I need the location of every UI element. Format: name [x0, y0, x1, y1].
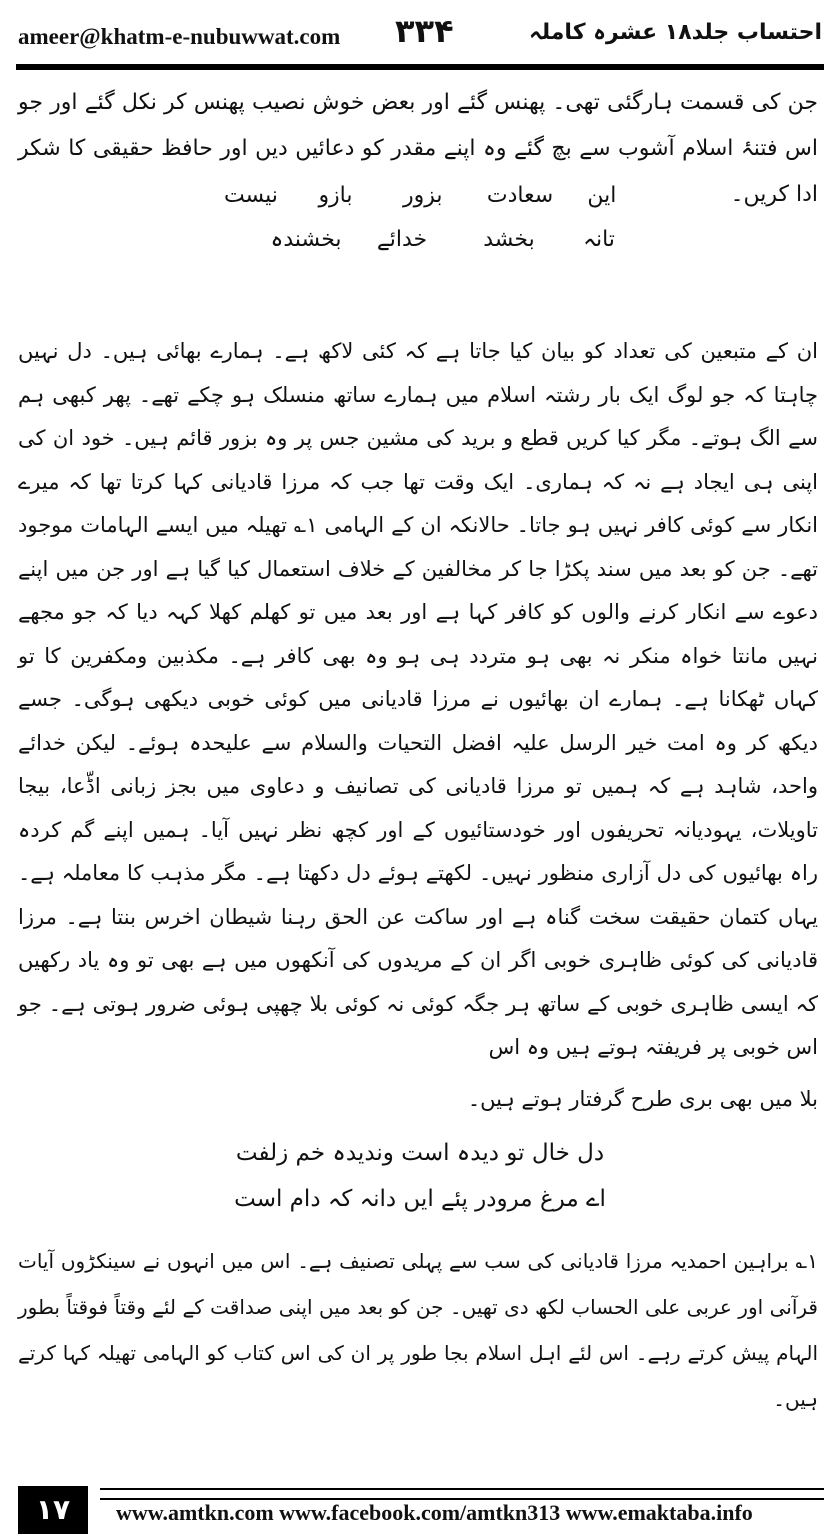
verse1-word: نیست	[223, 183, 278, 208]
footnote: ۱؎ براہین احمدیہ مرزا قادیانی کی سب سے پہلی تصنیف ہے۔ اس میں انہوں نے سینکڑوں آیات قرآنی اور عربی علی الحساب لکھ دی تھیں۔ جن کو بعد میں اپنی صداقت کے لئے وقتاً فوقتاً بطور الہام پیش کرتے رہے۔ اس لئے اہل اسلام بجا طور پر ان کی اس کتاب کو الہامی تھیلہ کہا کرتے ہیں۔	[18, 1249, 818, 1411]
verse2-line1: دل خال تو دیدہ است وندیدہ خم زلفت	[235, 1140, 605, 1166]
header-divider	[16, 64, 824, 70]
main-body-paragraph: ان کے متبعین کی تعداد کو بیان کیا جاتا ہے کہ کئی لاکھ ہے۔ ہمارے بھائی ہیں۔ دل نہیں چاہتا کہ جو لوگ ایک بار رشتہ اسلام میں ہمارے ساتھ منسلک ہو چکے تھے۔ پھر کبھی ہم سے الگ ہوتے۔ مگر کیا کریں قطع و برید کی مشین جس پر وہ بزور قائم ہیں۔ خود ان کی اپنی ہی ایجاد ہے نہ کہ ہماری۔ ایک وقت تھا جب کہ مرزا قادیانی کہا کرتا تھا کہ میرے انکار سے کوئی کافر نہیں ہو جاتا۔ حالانکہ ان کے الہامی ۱؎ تھیلہ میں ایسے الہامات موجود تھے۔ جن کو بعد میں سند پکڑا جا کر مخالفین کے خلاف استعمال کیا گیا ہے اور جن میں اپنے دعوے سے انکار کرنے والوں کو کافر کہا ہے اور بعد میں تو کھلم کھلا کہہ دیا کہ جو مجھے نہیں مانتا خواہ منکر نہ بھی ہو متردد ہی ہو وہ بھی کافر ہے۔ مکذبین ومکفرین کا تو کہاں ٹھکانا ہے۔ ہمارے ان بھائیوں نے مرزا قادیانی میں کوئی خوبی دیکھی ہوگی۔ جسے دیکھ کر وہ امت خیر الرسل علیہ افضل التحیات والسلام سے علیحدہ ہوئے۔ لیکن خدائے واحد، شاہد ہے کہ ہمیں تو مرزا قادیانی کی تصانیف و دعاوی میں بجز زبانی اڈّعا، بیجا تاویلات، یہودیانہ تحریفوں اور خودستائیوں کے اور کچھ نظر نہیں آیا۔ ہمیں اپنے گم کردہ راہ بھائیوں کی دل آزاری منظور نہیں۔ لکھتے ہوئے دل دکھتا ہے۔ مگر مذہب کا معاملہ ہے۔ یہاں کتمان حقیقت سخت گناہ ہے اور ساکت عن الحق رہنا شیطان اخرس بنتا ہے۔ مرزا قادیانی کی کوئی ظاہری خوبی اگر ان کے مریدوں کی آنکھوں میں ہے بھی تو وہ یاد رکھیں کہ ایسی ظاہری خوبی کے ساتھ ہر جگہ کوئی نہ کوئی بلا چھپی ہوئی ضرور ہوتی ہے۔ جو اس خوبی پر فریفتہ ہوتے ہیں وہ اس	[18, 339, 818, 1059]
verse1-line2	[210, 218, 630, 262]
footer-urls: www.amtkn.com www.facebook.com/amtkn313 www.emaktaba.info	[116, 1500, 753, 1525]
verse2-line2: اے مرغ مرودر پئے ایں دانہ کہ دام است	[234, 1186, 606, 1212]
verse1-word: خدائے	[376, 227, 428, 252]
header-email: ameer@khatm-e-nubuwwat.com	[18, 24, 341, 49]
verse1-word: این	[587, 183, 617, 208]
intro-paragraph: جن کی قسمت ہارگئی تھی۔ پھنس گئے اور بعض خوش نصیب پھنس کر نکل گئے اور جو اس فتنۂ اسلام آشوب سے بچ گئے وہ اپنے مقدر کو دعائیں دیں اور حافظ حقیقی کا شکر ادا کریں۔	[18, 90, 818, 207]
header-page-number: ۳۳۴	[395, 12, 454, 50]
verse1-word: تانہ	[583, 227, 615, 252]
body-closing-line: بلا میں بھی بری طرح گرفتار ہوتے ہیں۔	[467, 1087, 818, 1111]
footer-page-number: ۱۷	[18, 1486, 88, 1534]
verse-couplet-1	[210, 174, 630, 262]
verse1-word: سعادت	[486, 183, 554, 208]
verse-couplet-2	[200, 1130, 640, 1222]
verse1-word: بزور	[402, 183, 443, 208]
verse1-word: بازو	[318, 183, 353, 208]
verse1-word: بخشندہ	[270, 227, 342, 252]
page-header	[12, 10, 826, 64]
header-book-title: احتساب جلد۱۸ عشرہ کاملہ	[528, 20, 822, 45]
verse1-line1	[210, 174, 630, 218]
verse1-word: بخشد	[483, 227, 535, 252]
footer-divider	[100, 1488, 824, 1500]
